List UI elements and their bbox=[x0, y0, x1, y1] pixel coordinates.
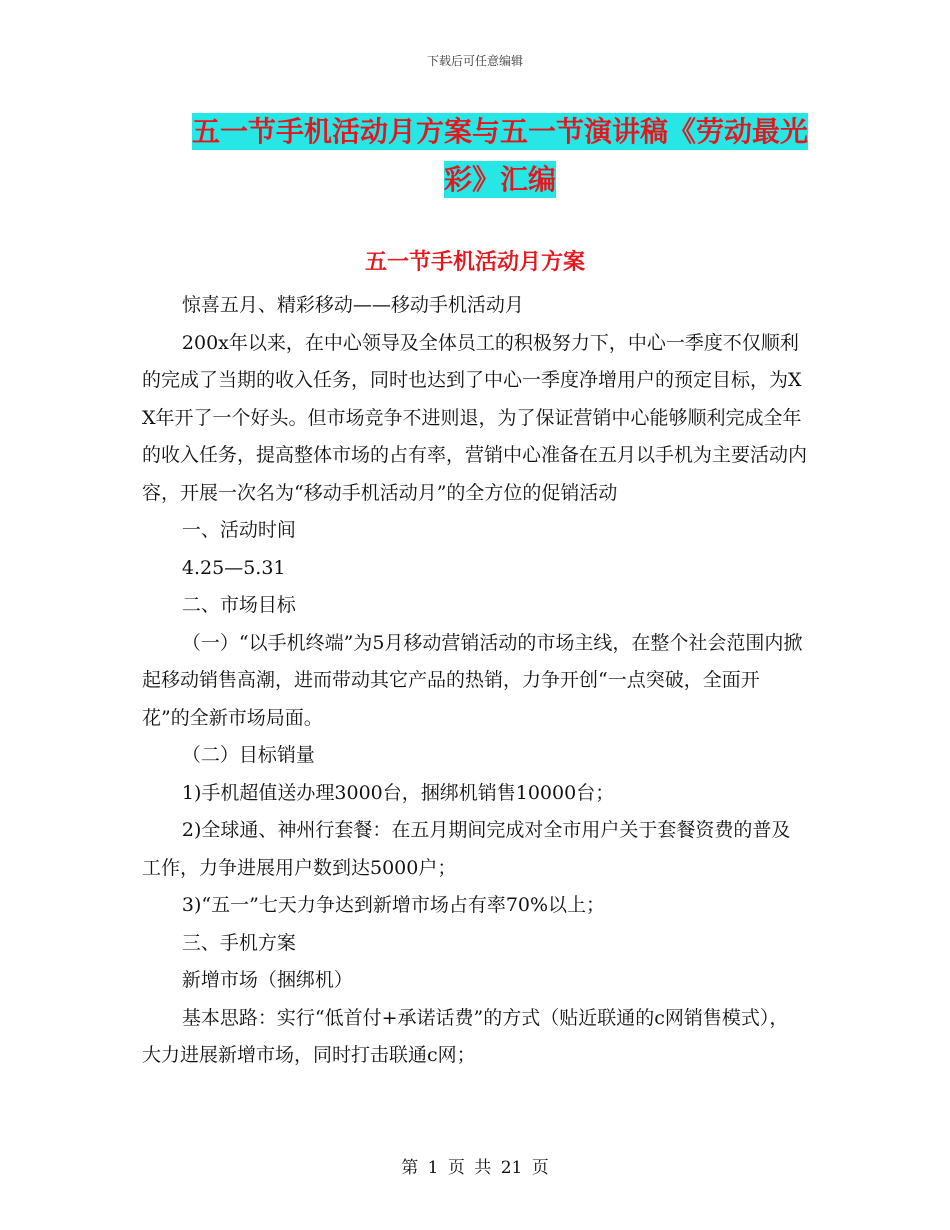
paragraph: （一）“以手机终端”为5月移动营销活动的市场主线，在整个社会范围内掀起移动销售高潮，进而带动其它产品的热销，力争开创“一点突破，全面开花”的全新市场局面。 bbox=[142, 631, 803, 729]
paragraph: 一、活动时间 bbox=[181, 519, 296, 541]
paragraph: （二）目标销量 bbox=[181, 744, 315, 766]
page-header-note: 下载后可任意编辑 bbox=[426, 54, 523, 68]
paragraph: 基本思路：实行“低首付+承诺话费”的方式（贴近联通的c网销售模式），大力进展新增市场，同时打击联通c网； bbox=[142, 1006, 789, 1066]
paragraph: 4.25—5.31 bbox=[181, 556, 286, 579]
paragraph: 3)“五一”七天力争达到新增市场占有率70%以上； bbox=[181, 894, 606, 916]
paragraph: 二、市场目标 bbox=[181, 594, 296, 616]
paragraph: 200x年以来，在中心领导及全体员工的积极努力下，中心一季度不仅顺利的完成了当期的收入任务，同时也达到了中心一季度净增用户的预定目标，为XX年开了一个好头。但市场竞争不进则退，为了保证营销中心能够顺利完成全年的收入任务，提高整体市场的占有率，营销中心准备在五月以手机为主要活动内容，开展一次名为“移动手机活动月”的全方位的促销活动 bbox=[142, 331, 808, 504]
body-text bbox=[142, 287, 807, 1075]
paragraph: 1)手机超值送办理3000台，捆绑机销售10000台； bbox=[181, 781, 615, 804]
document-title bbox=[140, 108, 860, 204]
document-title-line-1: 五一节手机活动月方案与五一节演讲稿《劳动最光 bbox=[191, 115, 808, 148]
section-title: 五一节手机活动月方案 bbox=[364, 250, 585, 275]
paragraph: 新增市场（捆绑机） bbox=[181, 969, 353, 991]
document-title-line-2: 彩》汇编 bbox=[443, 163, 556, 196]
paragraph: 惊喜五月、精彩移动——移动手机活动月 bbox=[181, 294, 524, 316]
paragraph: 三、手机方案 bbox=[181, 931, 296, 954]
paragraph: 2)全球通、神州行套餐：在五月期间完成对全市用户关于套餐资费的普及工作，力争进展用户数到达5000户； bbox=[142, 819, 791, 879]
page-number-footer: 第 1 页 共 21 页 bbox=[401, 1158, 549, 1178]
